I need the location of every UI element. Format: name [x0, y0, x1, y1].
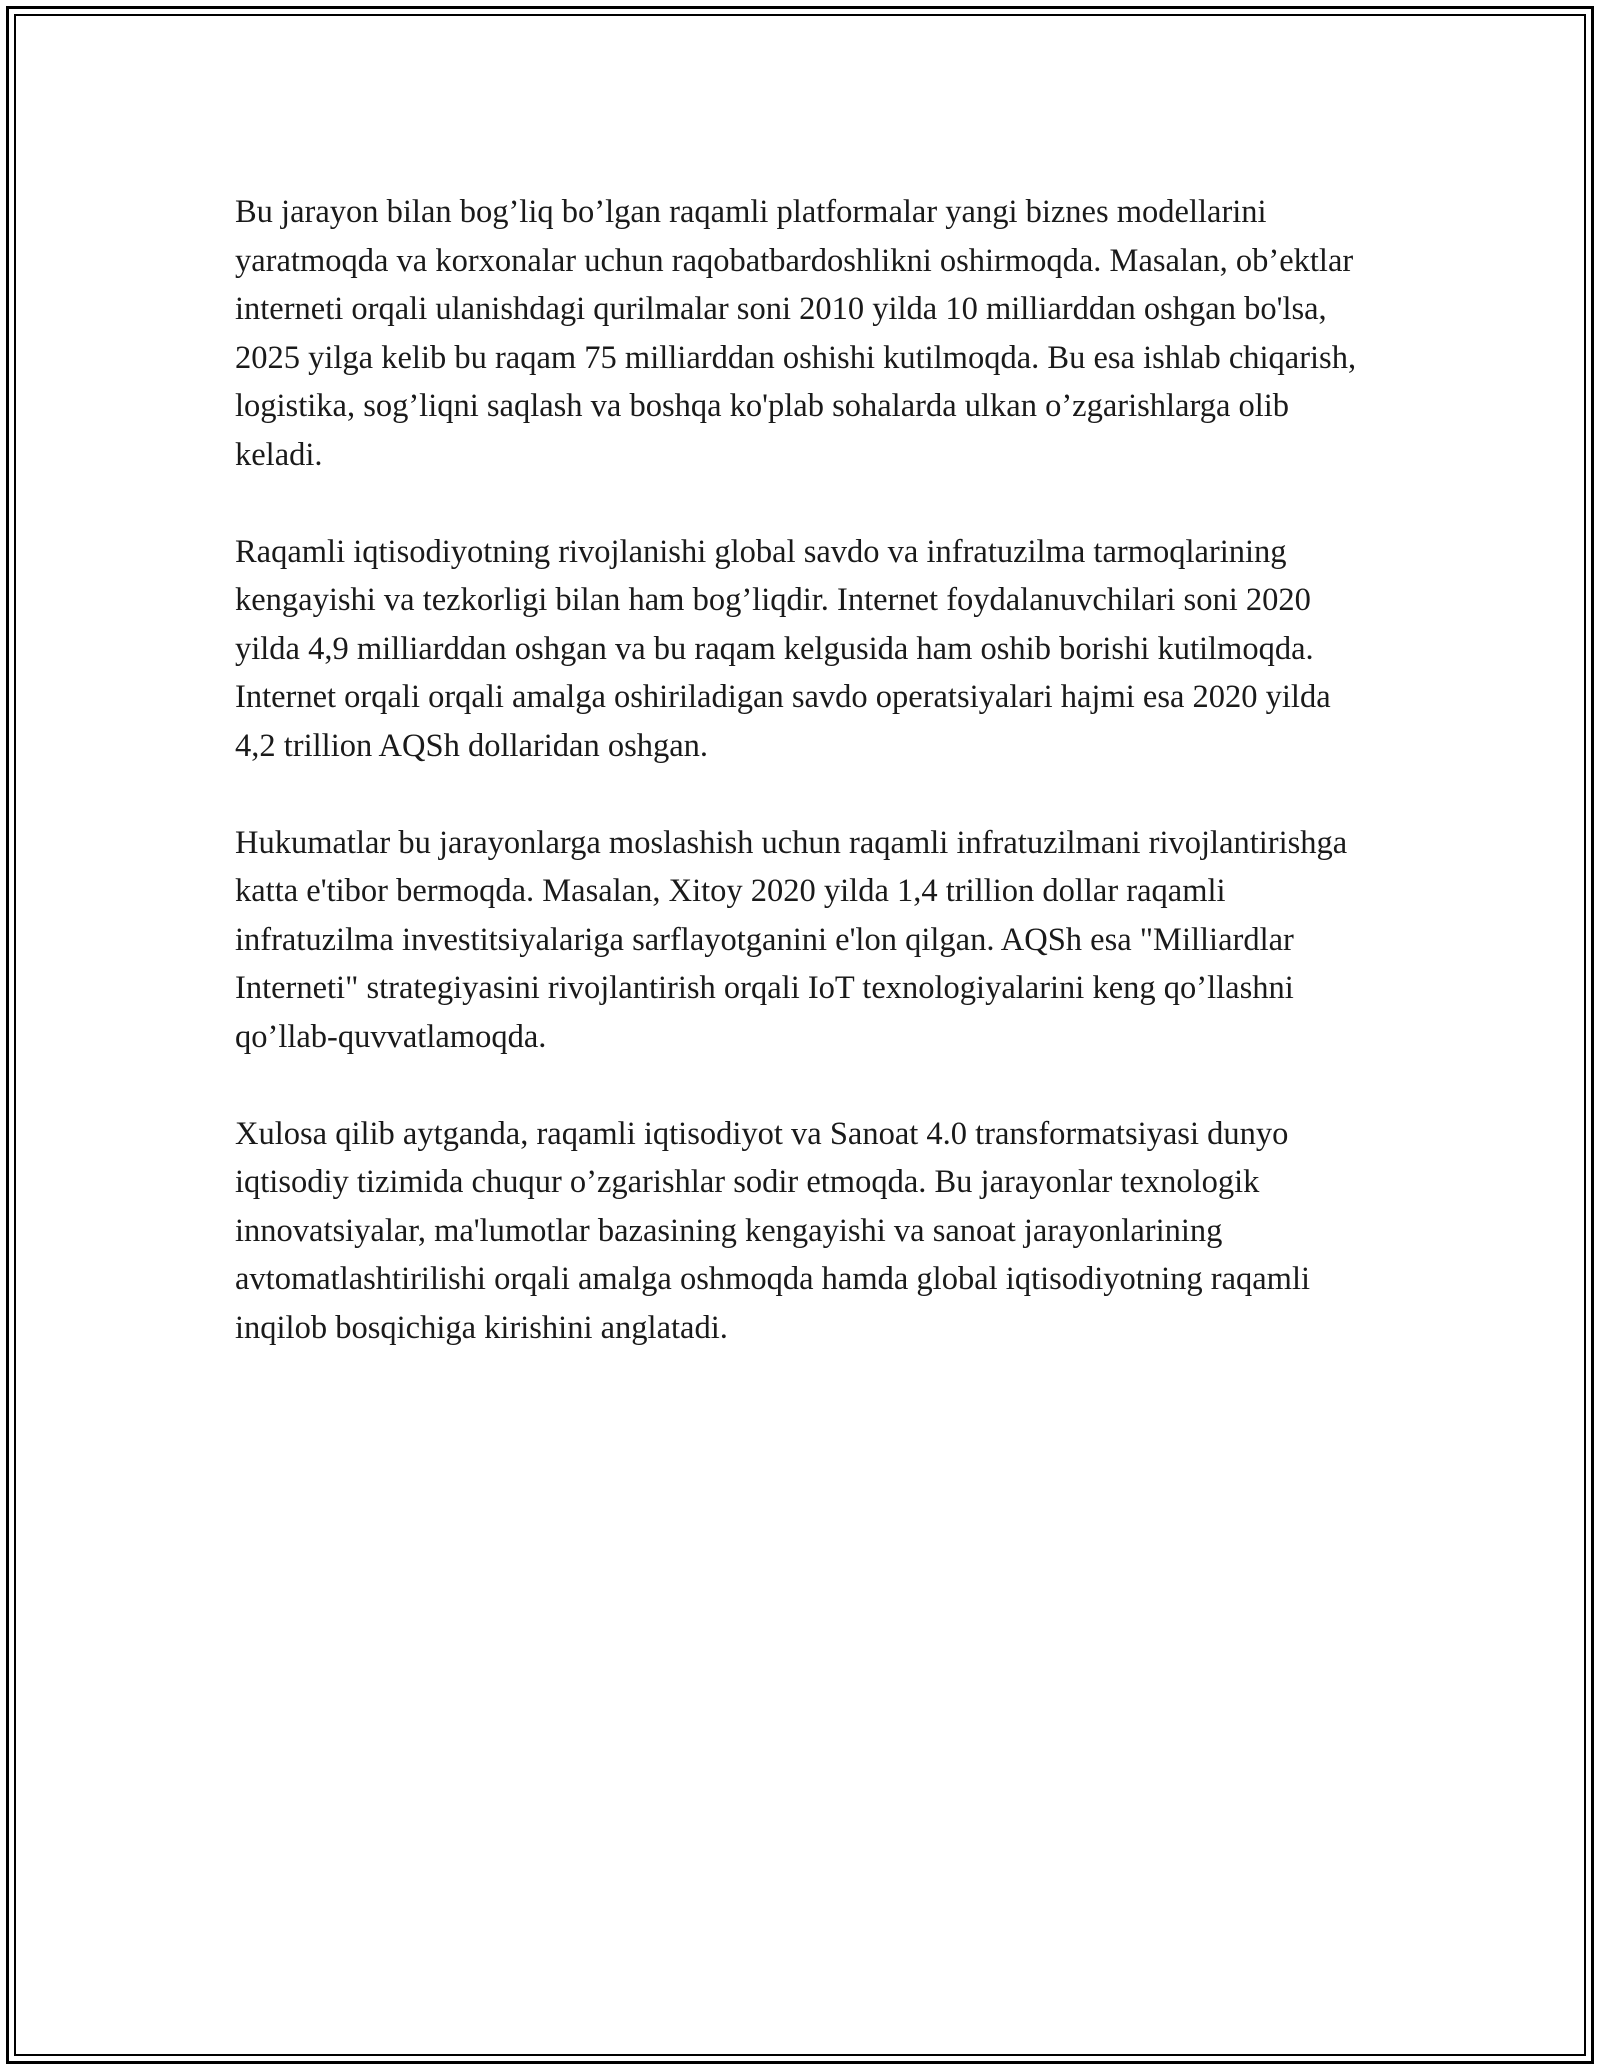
paragraph-4: Xulosa qilib aytganda, raqamli iqtisodiyot va Sanoat 4.0 transformatsiyasi dunyo iqtisodiy tizimida chuqur o’zgarishlar sodir etmoqda. Bu jarayonlar texnologik innovatsiyalar, ma'lumotlar bazasining kengayishi va sanoat jarayonlarining avtomatlashtirilishi orqali amalga oshmoqda hamda global iqtisodiyotning raqamli inqilob bosqichiga kirishini anglatadi.	[235, 1115, 1311, 1346]
document-body	[235, 188, 1365, 1401]
paragraph-3: Hukumatlar bu jarayonlarga moslashish uchun raqamli infratuzilmani rivojlantirishga katta e'tibor bermoqda. Masalan, Xitoy 2020 yilda 1,4 trillion dollar raqamli infratuzilma investitsiyalariga sarflayotganini e'lon qilgan. AQSh esa "Milliardlar Interneti" strategiyasini rivojlantirish orqali IoT texnologiyalarini keng qo’llashni qo’llab-quvvatlamoqda.	[235, 824, 1348, 1055]
paragraph-1: Bu jarayon bilan bog’liq bo’lgan raqamli platformalar yangi biznes modellarini yaratmoqda va korxonalar uchun raqobatbardoshlikni oshirmoqda. Masalan, ob’ektlar interneti orqali ulanishdagi qurilmalar soni 2010 yilda 10 milliarddan oshgan bo'lsa, 2025 yilga kelib bu raqam 75 milliarddan oshishi kutilmoqda. Bu esa ishlab chiqarish, logistika, sog’liqni saqlash va boshqa ko'plab sohalarda ulkan o’zgarishlarga olib keladi.	[235, 194, 1357, 473]
paragraph-2: Raqamli iqtisodiyotning rivojlanishi global savdo va infratuzilma tarmoqlarining kengayishi va tezkorligi bilan ham bog’liqdir. Internet foydalanuvchilari soni 2020 yilda 4,9 milliarddan oshgan va bu raqam kelgusida ham oshib borishi kutilmoqda. Internet orqali orqali amalga oshiriladigan savdo operatsiyalari hajmi esa 2020 yilda 4,2 trillion AQSh dollaridan oshgan.	[235, 533, 1331, 764]
